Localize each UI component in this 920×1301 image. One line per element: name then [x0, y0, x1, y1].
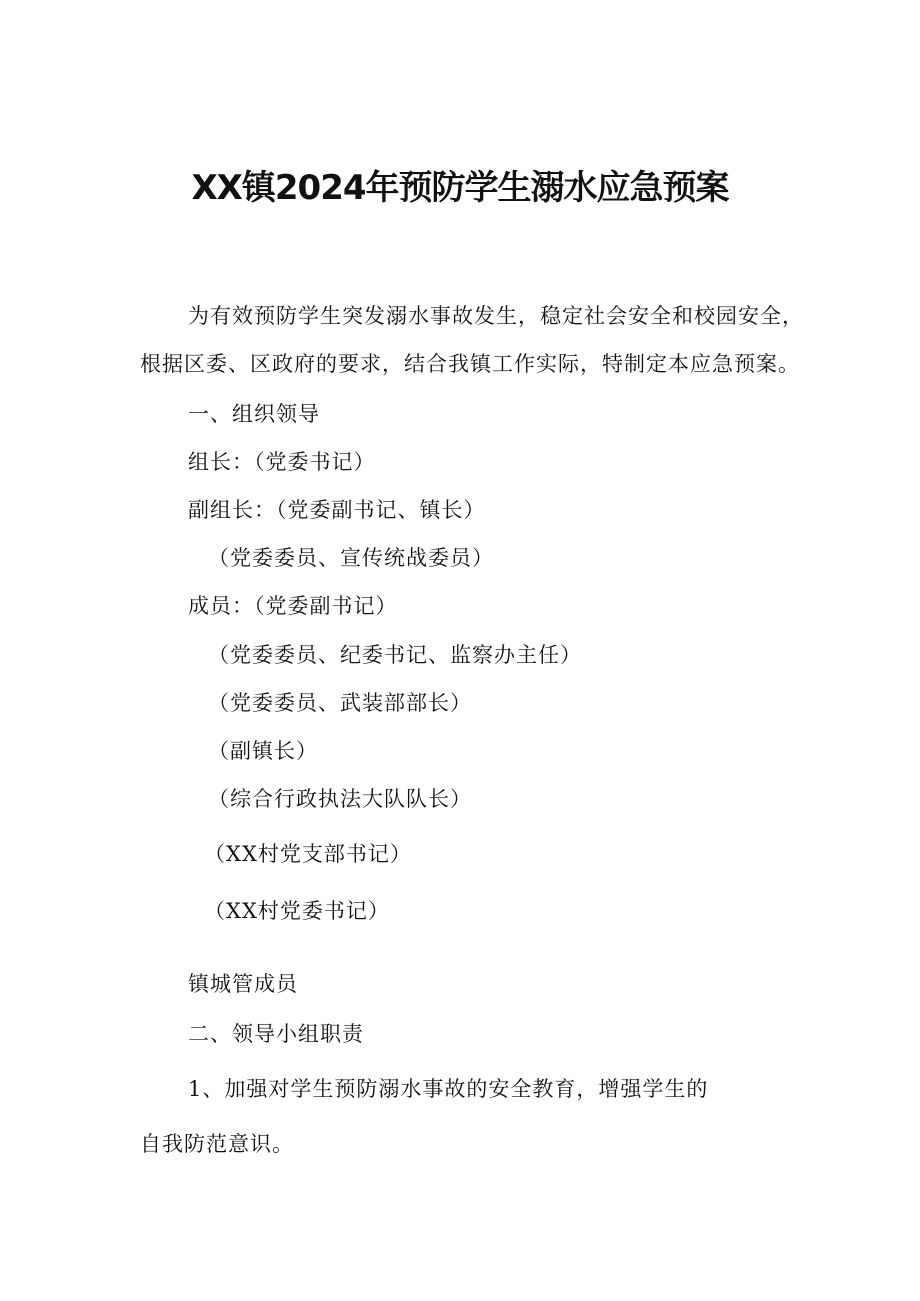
member-item: （副镇长） — [208, 739, 318, 763]
member-item: （党委委员、武装部部长） — [208, 691, 472, 715]
deputy-line: 副组长：（党委副书记、镇长） — [188, 498, 486, 522]
section2-heading: 二、领导小组职责 — [188, 1022, 364, 1046]
members-label: 成员：（党委副书记） — [188, 594, 398, 618]
intro-line-1: 为有效预防学生突发溺水事故发生，稳定社会安全和校园安全， — [188, 304, 804, 328]
section2-item1-line1: 1、加强对学生预防溺水事故的安全教育，增强学生的 — [188, 1077, 709, 1101]
deputy-extra-line: （党委委员、宣传统战委员） — [208, 546, 494, 570]
document-title: XX镇2024年预防学生溺水应急预案 — [191, 168, 729, 208]
section1-heading: 一、组织领导 — [188, 402, 320, 426]
section2-item1-line2: 自我防范意识。 — [140, 1132, 294, 1156]
member-item: （XX村党委书记） — [204, 899, 390, 923]
member-item: （XX村党支部书记） — [204, 842, 412, 866]
town-members-line: 镇城管成员 — [188, 972, 298, 996]
leader-line: 组长：（党委书记） — [188, 450, 376, 474]
intro-line-2: 根据区委、区政府的要求，结合我镇工作实际，特制定本应急预案。 — [140, 352, 800, 376]
member-item: （党委委员、纪委书记、监察办主任） — [208, 643, 582, 667]
member-item: （综合行政执法大队队长） — [208, 787, 472, 811]
